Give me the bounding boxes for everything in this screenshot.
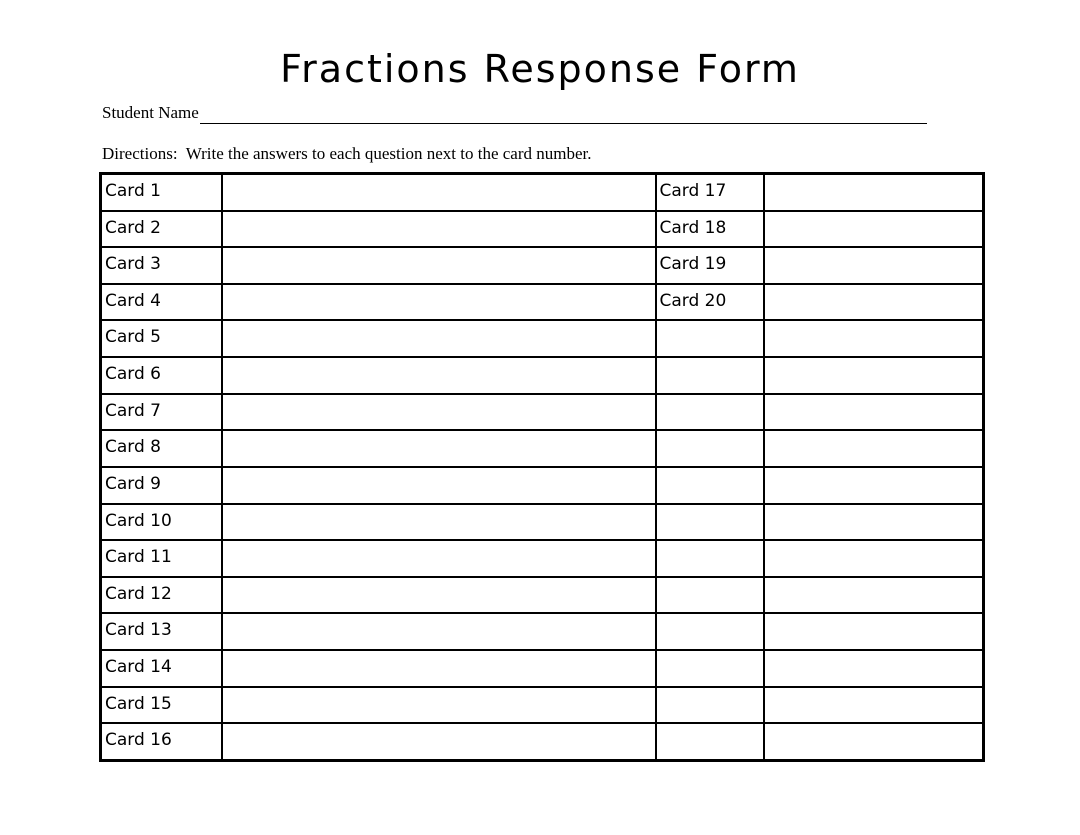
answer-cell[interactable]	[764, 174, 984, 211]
answer-cell[interactable]	[764, 394, 984, 431]
table-row	[101, 540, 984, 577]
answer-cell[interactable]	[764, 577, 984, 614]
student-name-label: Student Name	[102, 103, 199, 122]
card-label: Card 8	[101, 430, 222, 467]
student-name-field[interactable]	[200, 107, 927, 124]
card-label: Card 15	[101, 687, 222, 724]
answer-cell[interactable]	[222, 174, 656, 211]
card-label	[656, 467, 764, 504]
answer-cell[interactable]	[764, 284, 984, 321]
card-label: Card 14	[101, 650, 222, 687]
table-row	[101, 577, 984, 614]
card-label: Card 2	[101, 211, 222, 248]
table-row	[101, 284, 984, 321]
card-label: Card 18	[656, 211, 764, 248]
answer-cell[interactable]	[222, 687, 656, 724]
answer-cell[interactable]	[764, 687, 984, 724]
answer-cell[interactable]	[222, 723, 656, 760]
table-row	[101, 174, 984, 211]
page-title: Fractions Response Form	[280, 47, 800, 91]
card-label	[656, 540, 764, 577]
card-label: Card 3	[101, 247, 222, 284]
card-label: Card 4	[101, 284, 222, 321]
table-row	[101, 723, 984, 760]
card-label	[656, 723, 764, 760]
answer-cell[interactable]	[222, 577, 656, 614]
answer-cell[interactable]	[222, 394, 656, 431]
answer-cell[interactable]	[222, 211, 656, 248]
card-label	[656, 430, 764, 467]
card-label: Card 13	[101, 613, 222, 650]
answer-cell[interactable]	[764, 540, 984, 577]
answer-cell[interactable]	[222, 430, 656, 467]
table-row	[101, 394, 984, 431]
card-label	[656, 613, 764, 650]
card-label: Card 10	[101, 504, 222, 541]
card-label: Card 5	[101, 320, 222, 357]
answer-cell[interactable]	[764, 467, 984, 504]
card-label: Card 19	[656, 247, 764, 284]
answer-cell[interactable]	[764, 211, 984, 248]
card-label: Card 11	[101, 540, 222, 577]
card-label: Card 20	[656, 284, 764, 321]
table-row	[101, 504, 984, 541]
answer-cell[interactable]	[764, 650, 984, 687]
answer-cell[interactable]	[764, 357, 984, 394]
card-label: Card 1	[101, 174, 222, 211]
card-label: Card 7	[101, 394, 222, 431]
card-label	[656, 650, 764, 687]
answer-cell[interactable]	[222, 320, 656, 357]
answer-cell[interactable]	[764, 430, 984, 467]
answer-cell[interactable]	[222, 613, 656, 650]
answer-cell[interactable]	[222, 650, 656, 687]
card-label: Card 12	[101, 577, 222, 614]
table-row	[101, 247, 984, 284]
answer-cell[interactable]	[222, 540, 656, 577]
table-row	[101, 613, 984, 650]
table-row	[101, 687, 984, 724]
answer-cell[interactable]	[222, 284, 656, 321]
directions-text: Directions: Write the answers to each question next to the card number.	[102, 144, 592, 163]
answer-cell[interactable]	[764, 613, 984, 650]
answer-cell[interactable]	[222, 357, 656, 394]
answer-cell[interactable]	[764, 504, 984, 541]
card-label: Card 16	[101, 723, 222, 760]
answer-cell[interactable]	[222, 247, 656, 284]
table-row	[101, 320, 984, 357]
card-label: Card 6	[101, 357, 222, 394]
answer-cell[interactable]	[764, 247, 984, 284]
answer-cell[interactable]	[764, 723, 984, 760]
answer-cell[interactable]	[764, 320, 984, 357]
answer-table	[99, 172, 985, 762]
card-label	[656, 577, 764, 614]
table-row	[101, 650, 984, 687]
card-label	[656, 504, 764, 541]
table-row	[101, 357, 984, 394]
card-label	[656, 687, 764, 724]
table-row	[101, 467, 984, 504]
card-label: Card 9	[101, 467, 222, 504]
card-label	[656, 320, 764, 357]
answer-cell[interactable]	[222, 504, 656, 541]
card-label	[656, 357, 764, 394]
table-row	[101, 211, 984, 248]
card-label: Card 17	[656, 174, 764, 211]
card-label	[656, 394, 764, 431]
answer-cell[interactable]	[222, 467, 656, 504]
table-row	[101, 430, 984, 467]
student-name-row	[102, 102, 927, 124]
